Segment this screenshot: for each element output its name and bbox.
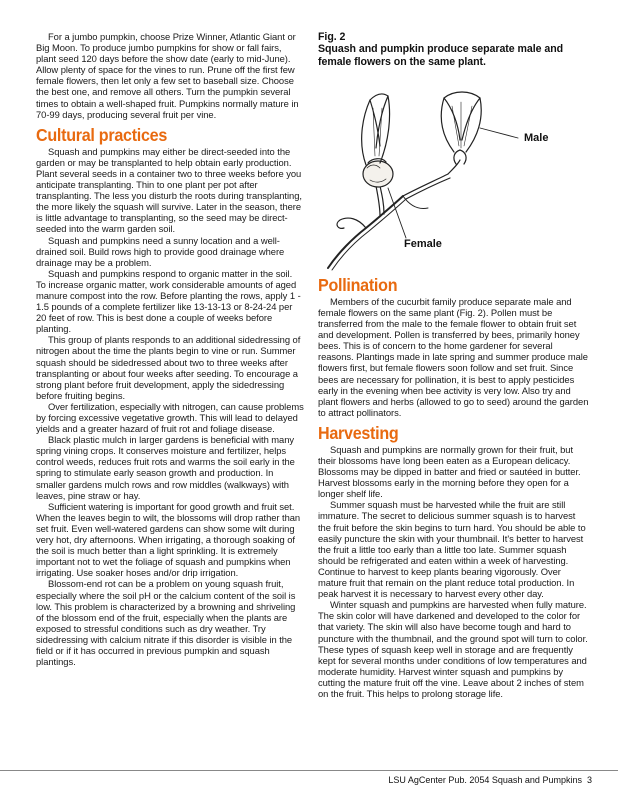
- footer-publication: LSU AgCenter Pub. 2054 Squash and Pumpkins: [388, 775, 582, 785]
- figure-caption: Squash and pumpkin produce separate male and female flowers on the same plant.: [318, 43, 564, 68]
- flower-illustration: [318, 68, 590, 273]
- left-column: [36, 0, 304, 667]
- harvesting-paragraph: Winter squash and pumpkins are harvested when fully mature. The skin color will have darkened and developed to the color for that variety. The skin will also have become tough and hard to puncture with the thumbnail, and the ground spot will turn to color. These types of squash keep well in storage and are frequently kept for several months under conditions of low temperatures and moderate humidity. Harvest winter squash and pumpkins by cutting the mature fruit off the vine. Leave about 2 inches of stem on the fruit. This helps to prolong storage life.: [318, 599, 588, 699]
- right-column: [318, 0, 590, 699]
- page-number: 3: [586, 775, 592, 785]
- cultural-paragraph: Squash and pumpkins respond to organic matter in the soil. To increase organic matter, work considerable amounts of aged manure compost into the row. Before planting the rows, apply 1 - 1.5 pounds of a complete fertilizer like 13-13-13 or 8-24-24 per 20 feet of row. This is best done a couple of weeks before planting.: [36, 267, 301, 335]
- pollination-paragraph: Members of the cucurbit family produce separate male and female flowers on the same plant (Fig. 2). Pollen must be transferred from the male to the female flower to obtain fruit set and development. Pollen is transferred by bees, primarily honey bees. This is of concern to the home gardener for several reasons. Plantings made in late spring and summer produce male flowers first, but female flowers soon follow and set fruit. Since bees are necessary for pollination, it is best to apply pesticides early in the evening when bee activity is very low. Also try and plant flowers and herbs (allowed to go to seed) around the garden to attract pollinators.: [318, 295, 589, 418]
- cultural-paragraph: Over fertilization, especially with nitrogen, can cause problems by forcing excessive vegetative growth. This will lead to delayed yields and a greater hazard of fruit rot and foliage disease.: [36, 400, 304, 435]
- squash-flowers-drawing: [318, 68, 590, 273]
- cultural-paragraph: Squash and pumpkins may either be direct-seeded into the garden or may be transplanted to help obtain early production. Plant several seeds in a container two to three weeks before you anticipate transplanting. Thin to one plant per pot after transplanting. The less you disturb the roots during transplanting, the more likely the squash will survive. Later in the season, there is little advantage to transplanting, so the seed may be direct-seeded into the warm garden soil.: [36, 145, 302, 235]
- cultural-paragraph: Blossom-end rot can be a problem on young squash fruit, especially where the soil pH or the calcium content of the soil is low. This problem is characterized by a browning and shriveling of the blossom end of the fruit, especially when the plants are exposed to stressful conditions such as dry weather. Try sidedressing with calcium nitrate if this disorder is visible in the field or if it has occurred in previous pumpkin and squash plantings.: [36, 578, 296, 668]
- cultural-paragraph: This group of plants responds to an additional sidedressing of nitrogen about the time the plants begin to vine or run. Summer squash should be sidedressed about two to three weeks after transplanting or about four weeks after seeding. To encourage a strong plant before fruit development, apply the sidedressing before fruiting begins.: [36, 334, 301, 401]
- cultural-paragraph: Sufficient watering is important for good growth and fruit set. When the leaves begin to wilt, the blossoms will drop rather than set fruit. Even well-watered gardens can show some wilt during very hot, dry afternoons. When irrigating, a thorough soaking of the soil is much better than a light sprinkling. It is extremely important not to wet the foliage of squash and pumpkins when irrigating. Use soaker hoses and/or drip irrigation.: [36, 500, 301, 579]
- cultural-practices-heading: Cultural practices: [36, 124, 168, 145]
- cultural-paragraph: Black plastic mulch in larger gardens is beneficial with many spring vining crops. It conserves moisture and fertilizer, helps control weeds, reduces fruit rots and warms the soil early in the spring to stimulate early season growth and production. In smaller gardens mulch rows and row middles (walkways) with leaves, pine straw or hay.: [36, 434, 295, 501]
- harvesting-heading: Harvesting: [318, 422, 399, 443]
- male-label: Male: [524, 131, 549, 144]
- intro-paragraph: For a jumbo pumpkin, choose Prize Winner, Atlantic Giant or Big Moon. To produce jumbo pumpkins for show or fall fairs, plant seed 120 days before the show date (early to mid-June). Allow plenty of space for the vines to run. Prune off the first few female flowers, then let only a few set to baseball size. Choose the best one, and remove all others. Turn the pumpkin several times to obtain a well-shaped fruit. Pumpkins normally mature in 70-99 days, producing several fruit per vine.: [36, 31, 299, 120]
- harvesting-paragraph: Squash and pumpkins are normally grown for their fruit, but their blossoms have long been eaten as a European delicacy. Blossoms may be dipped in batter and fried or sautéed in butter. Harvest blossoms early in the morning before they open for a longer shelf life.: [318, 443, 581, 500]
- page-footer: [0, 770, 618, 791]
- female-label: Female: [404, 237, 442, 250]
- figure-label: Fig. 2: [318, 31, 346, 43]
- harvesting-paragraph: Summer squash must be harvested while the fruit are still immature. The secret to delicious summer squash is to harvest the fruit before the skin begins to turn hard. You should be able to easily puncture the skin with your thumbnail. It's better to harvest the fruit a little too early than a little too late. Summer squash should be refrigerated and eaten within a week of harvesting. Continue to harvest to keep plants bearing vigorously. Over mature fruit that remain on the plant reduce total production. In peak harvest it is necessary to harvest every other day.: [318, 499, 586, 600]
- cultural-paragraph: Squash and pumpkins need a sunny location and a well-drained soil. Build rows high to provide good drainage where drainage may be a problem.: [36, 234, 285, 268]
- pollination-heading: Pollination: [318, 274, 398, 295]
